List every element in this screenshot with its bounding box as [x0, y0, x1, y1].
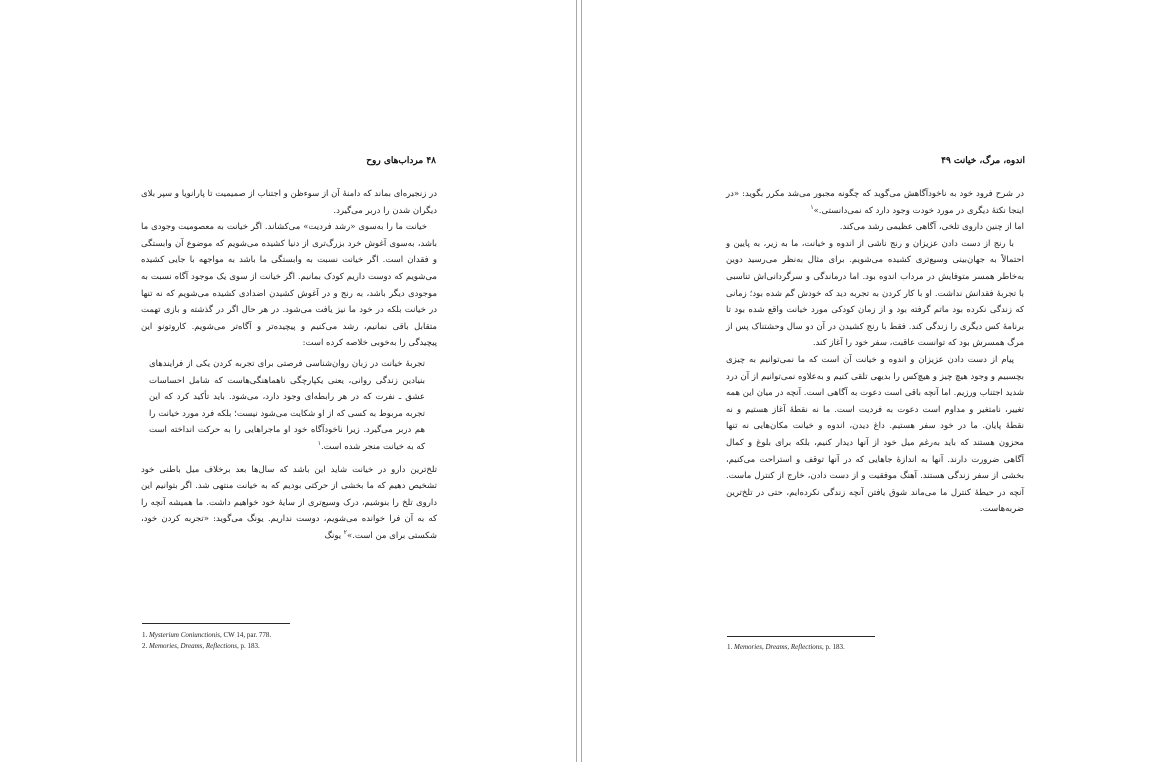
footnote-ref: ۱: [317, 440, 321, 448]
right-paragraph-4: پیام از دست دادن عزیزان و اندوه و خیانت آن است که ما نمی‌توانیم به چیزی بچسبیم و وجود هیچ چیز و هیچ‌کس را بدیهی تلقی کنیم و به‌علاوه نمی‌توانیم از آن درد شدید اجتناب ورزیم. اما آنچه باقی است دعوت به آگاهی است. آنچه در میان این همه تغییر، نامتغیر و مداوم است دعوت به فردیت است. ما نه نقطهٔ آغاز هستیم و نه نقطهٔ پایان. ما در خود سفر هستیم. داغ دیدن، اندوه و خیانت مکان‌هایی نه تنها محزون هستند که باید به‌رغم میل خود از آنها دیدار کنیم، بلکه برای بلوغ و کمال آگاهی ضرورت دارند. آنها به اندازهٔ جاهایی که در آنها توقف و استراحت می‌کنیم، بخشی از سفر زندگی هستند. آهنگ موفقیت و از دست دادن، خارج از کنترل ماست. آنچه در حیطهٔ کنترل ما می‌ماند شوق یافتن آنچه زندگی نکرده‌ایم، حتی در تلخ‌ترین ضربه‌هاست.: [726, 354, 1024, 515]
footnote-divider: [727, 636, 875, 637]
left-footnotes: [142, 630, 438, 652]
gutter-line: [576, 0, 577, 762]
gutter-line: [581, 0, 582, 762]
left-paragraph-1: در زنجیره‌ای بماند که دامنهٔ آن از سوءظن و اجتناب از صمیمیت تا پارانویا و سپر بلای دیگران شدن را دربر می‌گیرد.: [141, 189, 437, 216]
footnote-number: 1.: [727, 643, 733, 651]
footnote-rest: CW 14, par. 778.: [221, 631, 272, 639]
footnote-divider: [142, 623, 290, 624]
left-page-header: ۴۸ مرداب‌های روح: [366, 156, 436, 166]
right-page: [585, 0, 1159, 762]
footnote-1: [727, 642, 1023, 653]
footnote-ref: ۲: [343, 529, 348, 537]
right-paragraph-1: [726, 186, 1024, 219]
block-quote-text: تجربهٔ خیانت در زبان روان‌شناسی فرصتی برای تجربه کردن یکی از فرایندهای بنیادین زندگی روانی، یعنی یکپارچگی ناهماهنگی‌هاست که شامل احساسات عشق ـ نفرت که در هر رابطه‌ای وجود دارد، می‌شود. باید تأکید کرد که این تجربه مربوط به کسی که از او شکایت می‌شود نیست؛ بلکه فرد مورد خیانت را هم دربر می‌گیرد. زیرا ناخودآگاه خود او ماجراهایی را به حرکت انداخته است که به خیانت منجر شده است.: [149, 358, 425, 452]
left-page: [0, 0, 574, 762]
footnote-1: [142, 630, 438, 641]
left-paragraph-3-tail: یونگ: [324, 530, 344, 541]
left-paragraph-3-text: تلخ‌ترین دارو در خیانت شاید این باشد که سال‌ها بعد برخلاف میل باطنی خود تشخیص دهیم که ما بخشی از حرکتی بودیم که به خیانت منتهی شد. اگر بتوانیم این داروی تلخ را بنوشیم، درک وسیع‌تری از سایهٔ خود خواهیم داشت. ما همیشه آنچه را که به آن فرا خوانده می‌شویم، دوست نداریم. یونگ می‌گوید: «تجربه کردن خود، شکستی برای من است.»: [141, 464, 437, 541]
footnote-rest: p. 183.: [823, 643, 845, 651]
left-paragraph-3: [141, 462, 437, 545]
footnote-ref: ۱: [810, 203, 814, 211]
footnote-number: 1.: [142, 631, 148, 639]
right-paragraph-2: اما از چنین داروی تلخی، آگاهی عظیمی رشد می‌کند.: [839, 222, 1024, 233]
footnote-number: 2.: [142, 642, 148, 650]
footnote-2: [142, 641, 438, 652]
footnote-title: Memories, Dreams, Reflections,: [734, 643, 824, 651]
right-page-body: [726, 186, 1024, 518]
right-page-header: اندوه، مرگ، خیانت ۴۹: [941, 156, 1025, 166]
left-page-body: [141, 186, 437, 544]
footnote-rest: p. 183.: [238, 642, 260, 650]
right-paragraph-1-text: در شرح فرود خود به ناخودآگاهش می‌گوید که چگونه مجبور می‌شد مکرر بگوید: «در اینجا نکتهٔ دیگری در مورد خودت وجود دارد که نمی‌دانستی.»: [726, 189, 1024, 216]
right-footnotes: [727, 642, 1023, 653]
footnote-title: Mysterium Coniunctionis,: [149, 631, 222, 639]
page-gutter: [574, 0, 585, 762]
right-paragraph-3: با رنج از دست دادن عزیزان و رنج ناشی از اندوه و خیانت، ما به زیر، به پایین و احتمالاً به جهان‌بینی وسیع‌تری کشیده می‌شویم. برای مثال به‌نظر می‌رسید دوین به‌خاطر همسر متوفایش در مرداب اندوه بود. اما درماندگی و سرگردانی‌اش تناسبی با تجربهٔ فقدانش نداشت. او با کار کردن به تجربه دید که خودش گم شده بود؛ زمانی که زندگی نکرده بود ماتم گرفته بود و از زمان کودکی مورد خیانت واقع شده بود تا برنامهٔ کس دیگری را زندگی کند. فقط با رنج کشیدن در آن دو سال وحشتناک پس از مرگ همسرش بود که توانست عاقبت، سفر خود را آغاز کند.: [726, 238, 1024, 349]
block-quote: [141, 356, 425, 456]
left-paragraph-2: خیانت ما را به‌سوی «رشد فردیت» می‌کشاند. اگر خیانت به معصومیت وجودی ما باشد، به‌سوی آغوش خرد بزرگ‌تری از دنیا کشیده می‌شویم که موضوع آن وابستگی و فقدان است. اگر خیانت نسبت به وابستگی ما باشد به مواجهه با جایی کشیده می‌شویم که دوست داریم کودک بمانیم. اگر خیانت از سوی یک موجود آگاه نسبت به موجودی دیگر باشد، به رنج و در آغوش کشیدن اضدادی کشیده می‌شویم که نه تنها در خیانت بلکه در خود ما نیز یافت می‌شود. در هر حال اگر در گذشته و بازی تهمت متقابل باقی نمانیم، رشد می‌کنیم و پیچیده‌تر و آگاه‌تر می‌شویم. کاروتونو این پیچیدگی را به‌خوبی خلاصه کرده است:: [141, 222, 437, 349]
footnote-title: Memories, Dreams, Reflections,: [149, 642, 239, 650]
